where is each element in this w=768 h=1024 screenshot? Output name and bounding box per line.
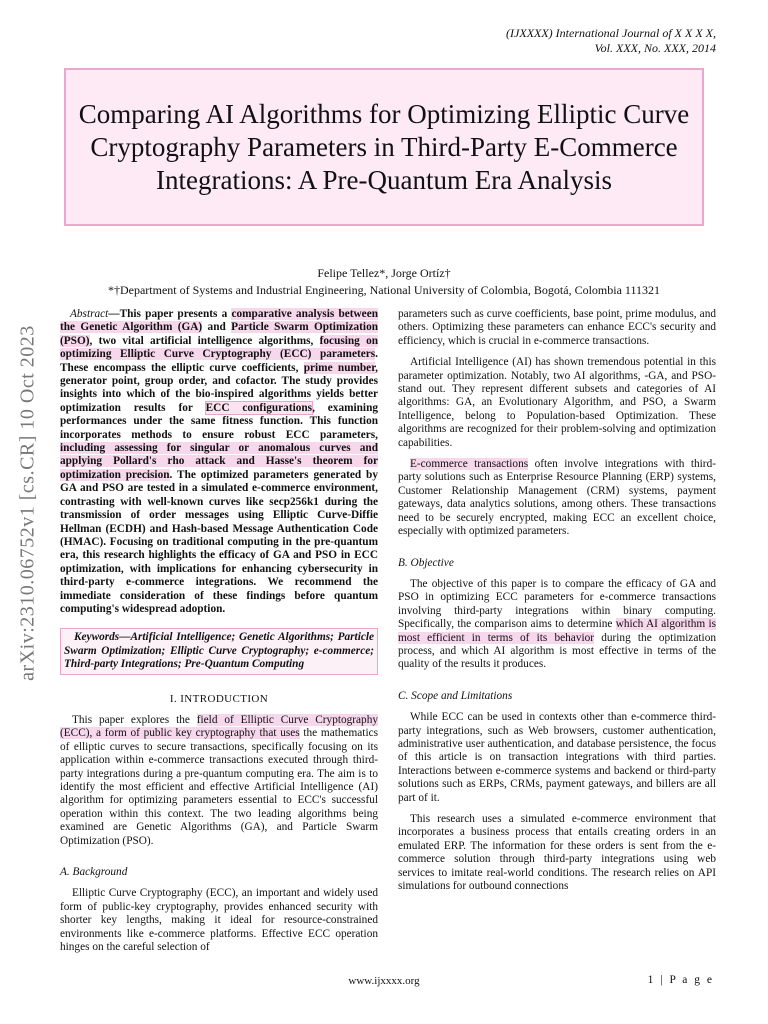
abstract-highlight: including assessing for singular or anomalous curves and applying Pollard's rho attack and Hasse's theorem for optimization precision bbox=[60, 442, 378, 481]
intro-paragraph bbox=[60, 714, 378, 848]
journal-header bbox=[506, 26, 716, 56]
subsection-heading-scope: C. Scope and Limitations bbox=[398, 689, 513, 702]
intro-text: the mathematics of elliptic curves to secure transactions, specifically focusing on its application within e-commerce transactions executed through third-party integrations during a pre-quantum computing era. The aim is to identify the most efficient and effective Artificial Intelligence (AI) algorithm for optimizing parameters essential to ECC's successful operation within this context. The two leading algorithms being examined are Genetic Algorithms (GA), and Particle Swarm Optimization (PSO). bbox=[60, 727, 378, 847]
abstract-text: , examining performances under the same fitness function. This function incorporates methods to ensure robust ECC parameters, bbox=[60, 401, 379, 441]
arxiv-sidebar bbox=[8, 268, 48, 738]
background-paragraph: Elliptic Curve Cryptography (ECC), an important and widely used form of public-key cryptography, provides enhanced security with shorter key lengths, making it ideal for resource-constrained environments like e-commerce platforms. Effective ECC operation hinges on the careful selection of bbox=[60, 887, 378, 954]
section-heading-introduction: I. INTRODUCTION bbox=[169, 692, 269, 705]
abstract bbox=[60, 308, 378, 616]
objective-highlight: which AI algorithm is most efficient in terms of its behavior bbox=[398, 618, 716, 644]
intro-text: This paper explores the bbox=[72, 713, 197, 726]
abstract-text: —This paper presents a bbox=[108, 308, 232, 320]
author-affiliation: *†Department of Systems and Industrial Engineering, National University of Colombia, Bogotá, Colombia 111321 bbox=[107, 283, 661, 297]
abstract-label: Abstract bbox=[70, 308, 109, 320]
ecommerce-highlight: E-commerce transactions bbox=[410, 458, 529, 471]
left-column bbox=[60, 308, 378, 962]
abstract-highlight: comparative analysis between the Genetic Algorithm (GA) bbox=[60, 308, 378, 334]
objective-text: during the optimization process, and which AI algorithm is most effective in terms of the quality of the results it produces. bbox=[398, 631, 716, 671]
footer-page-number: 1 | P a g e bbox=[647, 974, 714, 986]
keywords: Keywords—Artificial Intelligence; Genetic Algorithms; Particle Swarm Optimization; Elliptic Curve Cryptography; e-commerce; Third-party Integrations; Pre-Quantum Computing bbox=[60, 628, 378, 674]
abstract-text: , generator point, group order, and cofactor. The study provides insights into which of the bio-inspired algorithms yields better optimization results for bbox=[60, 361, 378, 414]
ecommerce-text: often involve integrations with third-party solutions such as Enterprise Resource Planning (ERP) systems, Customer Relationship Management (CRM) systems, payment gateways, data analytics solutions, among others. These transactions need to be securely encrypted, making ECC an excellent choice, especially with optimized parameters. bbox=[398, 458, 716, 538]
scope-paragraph: This research uses a simulated e-commerce environment that incorporates a business process that entails creating orders in an emulated ERP. The information for these orders is sent from the e-commerce solution through third-party integrations using web services to imitate real-world conditions. The research relies on API simulations for outbound connections bbox=[398, 813, 716, 893]
ai-paragraph: Artificial Intelligence (AI) has shown tremendous potential in this parameter optimization. Notably, two AI algorithms, -GA, and PSO- stand out. They represent different subsets and categories of AI algorithms: GA, an Evolutionary Algorithm, and PSO, a Swarm Intelligence, belong to Population-based Optimization. These algorithms are recognized for their problem-solving and optimization capabilities. bbox=[398, 356, 716, 449]
journal-name: (IJXXXX) International Journal of X X X X, bbox=[506, 26, 716, 40]
scope-paragraph: While ECC can be used in contexts other than e-commerce third-party integrations, such as Web browsers, customer authentication, administrative user authentication, and database persistence, the focus of this article is on transaction integrations with third parties. Interactions between e-commerce systems and backend or third-party solutions such as ERPs, CRMs, payment gateways, and billers are all part of it. bbox=[398, 711, 716, 804]
author-block bbox=[60, 265, 708, 299]
abstract-text: and bbox=[202, 321, 232, 334]
subsection-heading-objective: B. Objective bbox=[398, 556, 454, 569]
footer-url: www.ijxxxx.org bbox=[348, 975, 420, 987]
objective-paragraph bbox=[398, 578, 716, 672]
title-box bbox=[64, 68, 704, 226]
journal-volume: Vol. XXX, No. XXX, 2014 bbox=[594, 41, 716, 55]
background-continued-paragraph: parameters such as curve coefficients, base point, prime modulus, and others. Optimizing these parameters can enhance ECC's security and efficiency, which is crucial in e-commerce transactions. bbox=[398, 308, 716, 347]
abstract-highlight: focusing on optimizing Elliptic Curve Cryptography (ECC) parameters bbox=[60, 334, 378, 361]
author-names: Felipe Tellez*, Jorge Ortíz† bbox=[317, 266, 451, 280]
right-column bbox=[398, 308, 716, 901]
intro-highlight: field of Elliptic Curve Cryptography (ECC), a form of public key cryptography that uses bbox=[60, 713, 379, 740]
arxiv-identifier: arXiv:2310.06752v1 [cs.CR] 10 Oct 2023 bbox=[16, 325, 39, 681]
abstract-text: , two vital artificial intelligence algorithms, bbox=[89, 334, 320, 347]
abstract-text: . The optimized parameters generated by GA and PSO are tested in a simulated e-commerce environment, contrasting with well-known curves like secp256k1 during the transmission of order messages using Elliptic Curve-Diffie Hellman (ECDH) and Hash-based Message Authentication Code (HMAC). Focusing on traditional computing in the pre-quantum era, this research highlights the efficacy of GA and PSO in ECC optimization, with implications for enhancing cybersecurity in third-party e-commerce integrations. We recommend the immediate consideration of these findings before quantum computing's widespread adoption. bbox=[60, 468, 378, 615]
abstract-highlight: prime number bbox=[303, 361, 376, 374]
paper-title: Comparing AI Algorithms for Optimizing Elliptic Curve Cryptography Parameters in Third-Party E-Commerce Integrations: A Pre-Quantum Era Analysis bbox=[78, 98, 690, 195]
objective-text: The objective of this paper is to compare the efficacy of GA and PSO in optimizing ECC parameters for e-commerce transactions involving third-party integrations within binary computing. Specifically, the comparison aims to determine bbox=[398, 577, 716, 631]
subsection-heading-background: A. Background bbox=[60, 866, 128, 879]
ecommerce-paragraph bbox=[398, 458, 716, 538]
abstract-text: . These encompass the elliptic curve coefficients, bbox=[60, 348, 378, 374]
abstract-highlight: ECC configurations bbox=[205, 401, 313, 414]
abstract-highlight: Particle Swarm Optimization (PSO) bbox=[60, 321, 378, 347]
